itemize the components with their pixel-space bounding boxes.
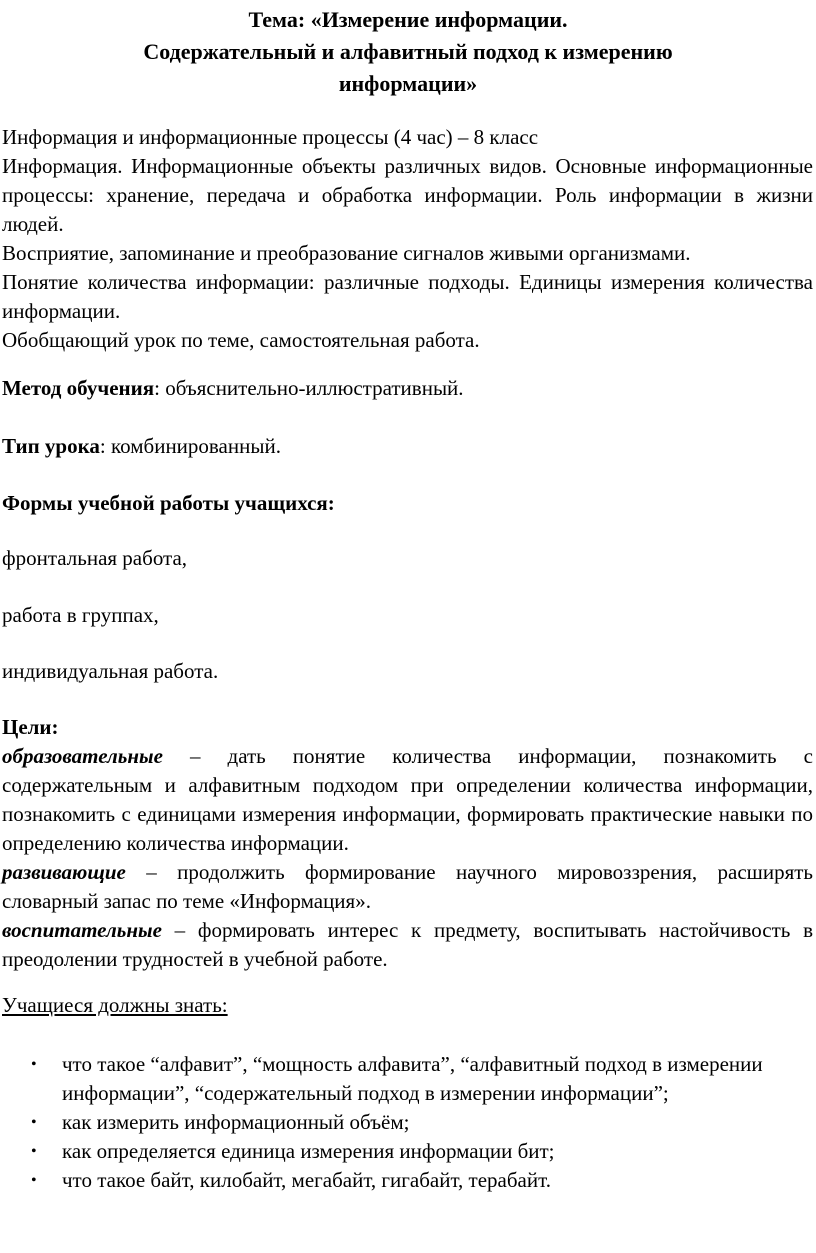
topic-paragraph: Обобщающий урок по теме, самостоятельная работа. [2, 328, 480, 352]
method-line [2, 374, 813, 403]
bullet-icon: • [31, 1143, 37, 1160]
list-item-text: что такое байт, килобайт, мегабайт, гигабайт, терабайт. [62, 1168, 551, 1192]
topic-paragraph: Восприятие, запоминание и преобразование сигналов живыми организмами. [2, 241, 691, 265]
topic-paragraph: Понятие количества информации: различные подходы. Единицы измерения количества информации. [2, 270, 813, 323]
goals-heading: Цели: [2, 715, 59, 739]
goal-paragraph [2, 916, 813, 974]
goal-label: образовательные [2, 744, 163, 768]
list-item [0, 1108, 772, 1137]
form-item: фронтальная работа, [2, 546, 188, 570]
title-line: информации» [338, 71, 478, 96]
method-value: : объяснительно-иллюстративный. [154, 376, 464, 400]
goal-label: развивающие [2, 860, 126, 884]
bullet-icon: • [31, 1056, 37, 1073]
goals-section [2, 713, 813, 974]
title-line: Тема: «Измерение информации. [248, 7, 568, 32]
goal-label: воспитательные [2, 918, 162, 942]
list-item [0, 1166, 772, 1195]
list-item-text: как измерить информационный объём; [62, 1110, 410, 1134]
list-item-text: как определяется единица измерения информации бит; [62, 1139, 555, 1163]
method-label: Метод обучения [2, 376, 155, 400]
goal-text: – дать понятие количества информации, познакомить с содержательным и алфавитным подходом при определении количества информации, познакомить с единицами измерения информации, формировать практические навыки по определению количества информации. [2, 744, 813, 855]
must-know-list [0, 1050, 816, 1195]
document-title [0, 4, 816, 100]
goal-paragraph [2, 742, 813, 858]
topic-paragraph: Информация. Информационные объекты различных видов. Основные информационные процессы: хранение, передача и обработка информации. Роль информации в жизни людей. [2, 154, 813, 236]
course-topics [2, 123, 813, 355]
forms-heading: Формы учебной работы учащихся: [2, 491, 335, 515]
lesson-type-value: : комбинированный. [99, 434, 281, 458]
list-item [0, 1137, 772, 1166]
goal-paragraph [2, 858, 813, 916]
goal-text: – продолжить формирование научного мировоззрения, расширять словарный запас по теме «Информация». [2, 860, 813, 913]
list-item-text: что такое “алфавит”, “мощность алфавита”, “алфавитный подход в измерении информации”, “содержательный подход в измерении информации”; [62, 1052, 763, 1105]
must-know-heading [2, 991, 813, 1020]
course-line: Информация и информационные процессы (4 час) – 8 класс [2, 125, 539, 149]
lesson-type-line [2, 432, 813, 461]
list-item [0, 1050, 772, 1108]
goal-text: – формировать интерес к предмету, воспитывать настойчивость в преодолении трудностей в учебной работе. [2, 918, 813, 971]
must-know-heading-text: Учащиеся должны знать: [2, 993, 228, 1017]
bullet-icon: • [31, 1114, 37, 1131]
title-line: Содержательный и алфавитный подход к измерению [143, 39, 673, 64]
form-item: работа в группах, [2, 603, 159, 627]
form-item: индивидуальная работа. [2, 659, 219, 683]
bullet-icon: • [31, 1172, 37, 1189]
lesson-type-label: Тип урока [2, 434, 100, 458]
